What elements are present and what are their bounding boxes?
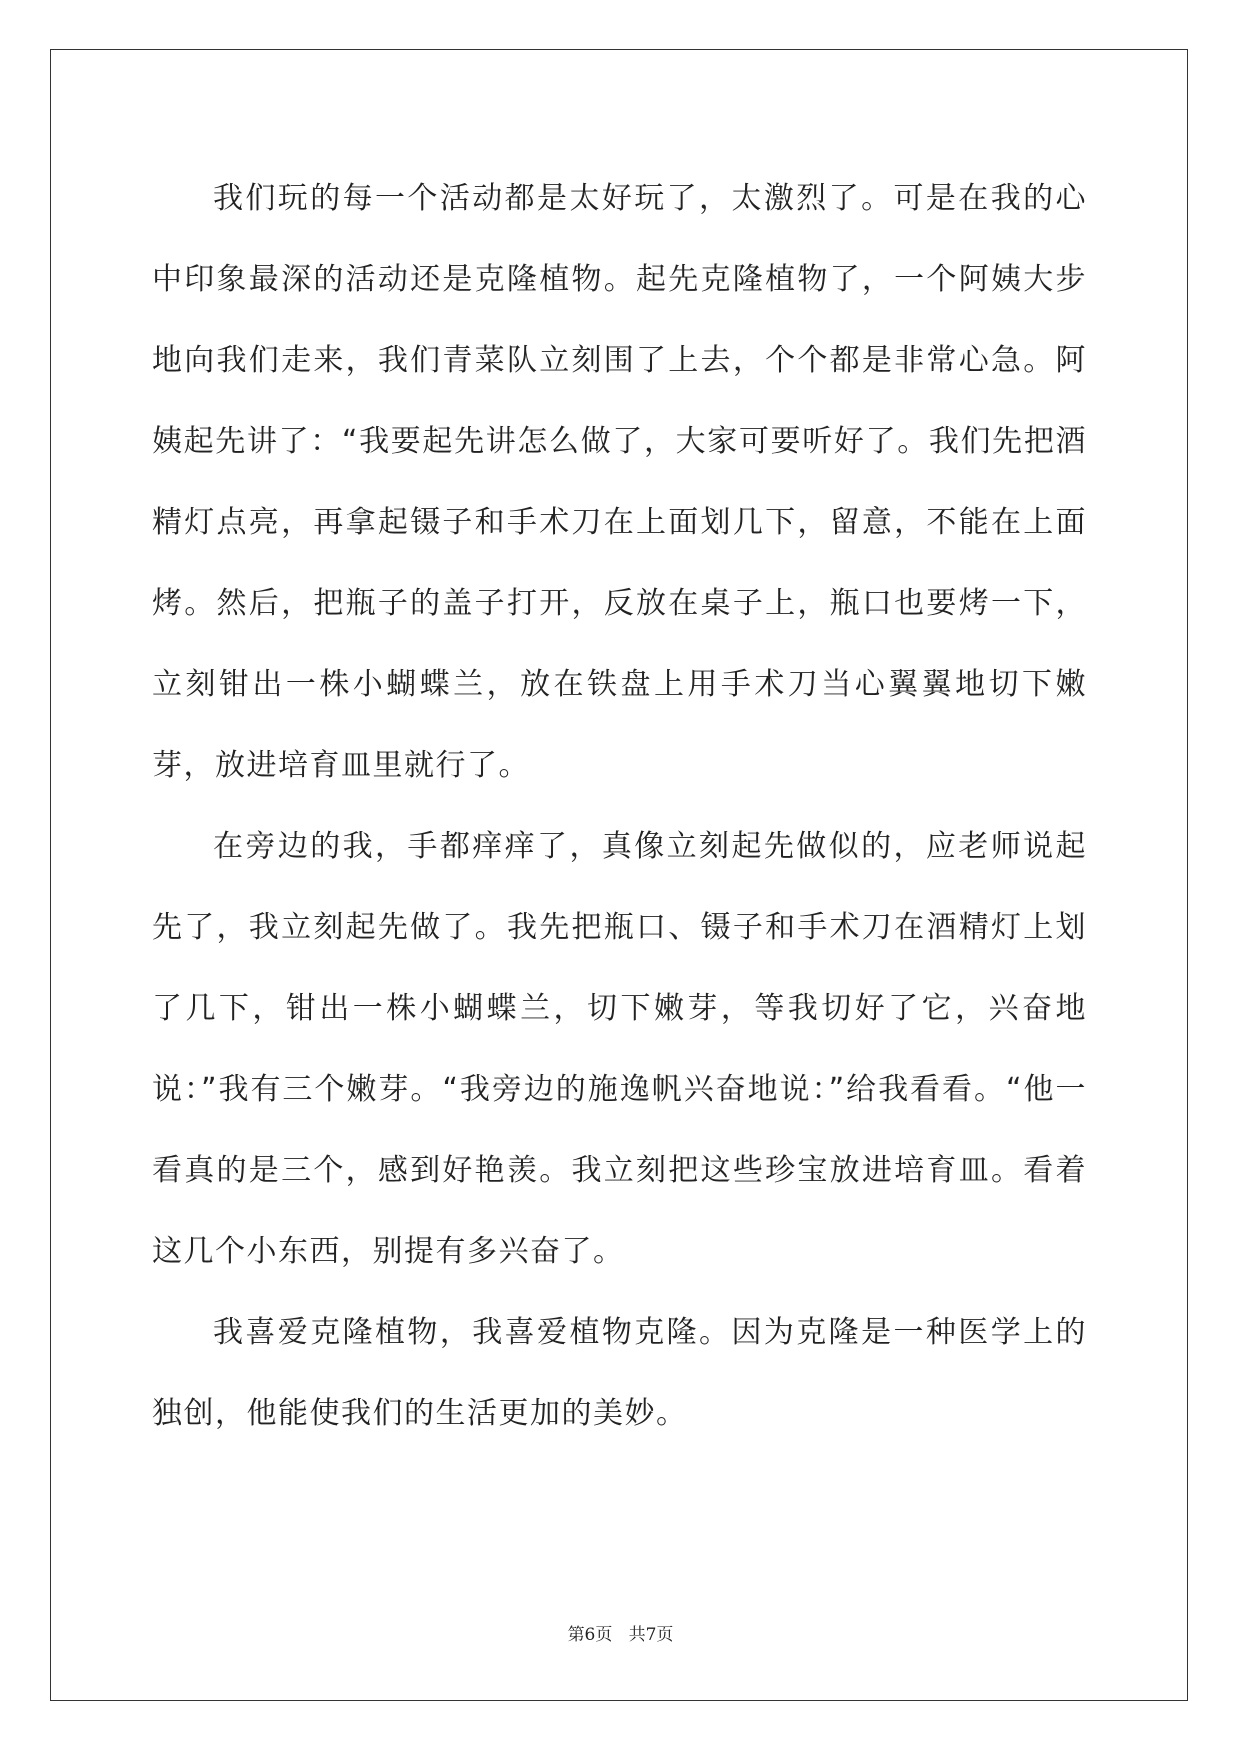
paragraph-3: 我喜爱克隆植物，我喜爱植物克隆。因为克隆是一种医学上的独创，他能使我们的生活更加的美妙。 xyxy=(152,1315,1087,1431)
page-footer xyxy=(0,1620,1241,1645)
page-total: 共7页 xyxy=(628,1625,674,1645)
page-number: 第6页 xyxy=(567,1625,613,1645)
document-body xyxy=(152,158,1087,1454)
paragraph-2: 在旁边的我，手都痒痒了，真像立刻起先做似的，应老师说起先了，我立刻起先做了。我先把瓶口、镊子和手术刀在酒精灯上划了几下，钳出一株小蝴蝶兰，切下嫩芽，等我切好了它，兴奋地说：”我有三个嫩芽。“我旁边的施逸帆兴奋地说：”给我看看。“他一看真的是三个，感到好艳羡。我立刻把这些珍宝放进培育皿。看着这几个小东西，别提有多兴奋了。 xyxy=(152,829,1087,1269)
paragraph-1: 我们玩的每一个活动都是太好玩了，太激烈了。可是在我的心中印象最深的活动还是克隆植物。起先克隆植物了，一个阿姨大步地向我们走来，我们青菜队立刻围了上去，个个都是非常心急。阿姨起先讲了：“我要起先讲怎么做了，大家可要听好了。我们先把酒精灯点亮，再拿起镊子和手术刀在上面划几下，留意，不能在上面烤。然后，把瓶子的盖子打开，反放在桌子上，瓶口也要烤一下，立刻钳出一株小蝴蝶兰，放在铁盘上用手术刀当心翼翼地切下嫩芽，放进培育皿里就行了。 xyxy=(152,181,1087,783)
